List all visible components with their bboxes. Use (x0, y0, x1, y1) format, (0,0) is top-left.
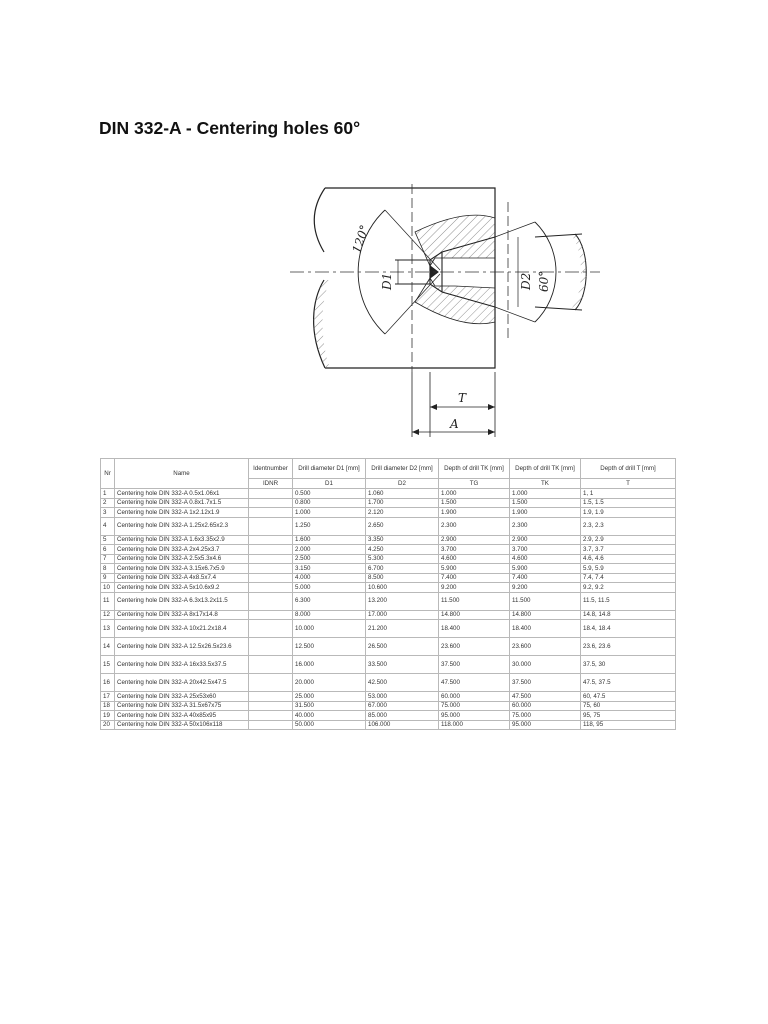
table-row (101, 554, 676, 564)
cell-d1: 1.600 (293, 535, 366, 545)
cell-tk: 9.200 (510, 583, 581, 593)
cell-d2: 1.060 (366, 489, 439, 499)
cell-t: 4.6, 4.6 (581, 554, 676, 564)
cell-tk: 1.500 (510, 498, 581, 508)
cell-nr: 18 (101, 701, 115, 711)
cell-ident (249, 592, 293, 610)
cell-nr: 20 (101, 720, 115, 730)
table-row (101, 535, 676, 545)
cell-name: Centering hole DIN 332-A 6.3x13.2x11.5 (115, 592, 249, 610)
table-row (101, 489, 676, 499)
cell-t: 11.5, 11.5 (581, 592, 676, 610)
cell-d2: 10.600 (366, 583, 439, 593)
header-t: Depth of drill T [mm] (581, 459, 676, 479)
cell-ident (249, 620, 293, 638)
label-angle-60: 60° (537, 270, 551, 292)
cell-tk: 5.900 (510, 564, 581, 574)
cell-name: Centering hole DIN 332-A 2x4.25x3.7 (115, 545, 249, 555)
dimension-t (430, 391, 495, 410)
cell-ident (249, 554, 293, 564)
table-row (101, 620, 676, 638)
cell-tk: 47.500 (510, 692, 581, 702)
cell-t: 95, 75 (581, 711, 676, 721)
cell-tk: 2.300 (510, 517, 581, 535)
cell-nr: 15 (101, 656, 115, 674)
cell-tk: 1.000 (510, 489, 581, 499)
cell-t: 23.6, 23.6 (581, 638, 676, 656)
cell-tg: 95.000 (439, 711, 510, 721)
cell-ident (249, 610, 293, 620)
cell-d2: 13.200 (366, 592, 439, 610)
cell-t: 3.7, 3.7 (581, 545, 676, 555)
cell-d2: 8.500 (366, 573, 439, 583)
cell-tg: 11.500 (439, 592, 510, 610)
cell-d1: 40.000 (293, 711, 366, 721)
cell-d2: 106.000 (366, 720, 439, 730)
table-header-row (101, 459, 676, 479)
table-row (101, 592, 676, 610)
cell-t: 1, 1 (581, 489, 676, 499)
header-nr: Nr (101, 459, 115, 489)
cell-name: Centering hole DIN 332-A 25x53x60 (115, 692, 249, 702)
cell-name: Centering hole DIN 332-A 3.15x6.7x5.9 (115, 564, 249, 574)
cell-d1: 31.500 (293, 701, 366, 711)
centering-hole-drawing (290, 182, 600, 442)
cell-ident (249, 564, 293, 574)
cell-nr: 5 (101, 535, 115, 545)
cell-ident (249, 701, 293, 711)
cell-t: 14.8, 14.8 (581, 610, 676, 620)
cell-nr: 8 (101, 564, 115, 574)
cell-ident (249, 638, 293, 656)
cell-nr: 9 (101, 573, 115, 583)
cell-nr: 3 (101, 508, 115, 518)
cell-d1: 50.000 (293, 720, 366, 730)
cell-t: 47.5, 37.5 (581, 674, 676, 692)
cell-d1: 5.000 (293, 583, 366, 593)
cell-tg: 4.600 (439, 554, 510, 564)
cell-tg: 2.300 (439, 517, 510, 535)
cell-d1: 12.500 (293, 638, 366, 656)
cell-t: 2.9, 2.9 (581, 535, 676, 545)
subheader-tk: TK (510, 479, 581, 489)
cell-tg: 5.900 (439, 564, 510, 574)
cell-ident (249, 674, 293, 692)
cell-t: 1.5, 1.5 (581, 498, 676, 508)
label-angle-120: 120° (349, 223, 372, 255)
cell-tk: 95.000 (510, 720, 581, 730)
cell-tk: 2.900 (510, 535, 581, 545)
cell-d1: 0.800 (293, 498, 366, 508)
cell-d2: 17.000 (366, 610, 439, 620)
cell-name: Centering hole DIN 332-A 2.5x5.3x4.6 (115, 554, 249, 564)
cell-t: 60, 47.5 (581, 692, 676, 702)
cell-ident (249, 711, 293, 721)
cell-ident (249, 545, 293, 555)
cell-tk: 23.600 (510, 638, 581, 656)
cell-d1: 2.500 (293, 554, 366, 564)
cell-d1: 1.250 (293, 517, 366, 535)
cell-nr: 4 (101, 517, 115, 535)
cell-tk: 3.700 (510, 545, 581, 555)
cell-ident (249, 489, 293, 499)
cell-t: 2.3, 2.3 (581, 517, 676, 535)
table-row (101, 711, 676, 721)
cell-ident (249, 508, 293, 518)
cell-tg: 14.800 (439, 610, 510, 620)
cell-d2: 53.000 (366, 692, 439, 702)
header-d2: Drill diameter D2 [mm] (366, 459, 439, 479)
cell-d2: 2.120 (366, 508, 439, 518)
cell-nr: 7 (101, 554, 115, 564)
table-row (101, 638, 676, 656)
table-row (101, 517, 676, 535)
header-tk: Depth of drill TK [mm] (510, 459, 581, 479)
left-section-hatch (314, 280, 330, 368)
cell-tg: 1.900 (439, 508, 510, 518)
cell-tg: 23.600 (439, 638, 510, 656)
cell-tk: 75.000 (510, 711, 581, 721)
cell-tg: 1.500 (439, 498, 510, 508)
subheader-ident: IDNR (249, 479, 293, 489)
cell-d2: 5.300 (366, 554, 439, 564)
subheader-d1: D1 (293, 479, 366, 489)
label-d1: D1 (380, 272, 394, 290)
cell-d1: 3.150 (293, 564, 366, 574)
cell-tk: 60.000 (510, 701, 581, 711)
cell-nr: 1 (101, 489, 115, 499)
cell-ident (249, 573, 293, 583)
cell-ident (249, 583, 293, 593)
table-row (101, 720, 676, 730)
header-name: Name (115, 459, 249, 489)
cell-t: 18.4, 18.4 (581, 620, 676, 638)
cell-tg: 2.900 (439, 535, 510, 545)
cell-tk: 14.800 (510, 610, 581, 620)
cell-nr: 12 (101, 610, 115, 620)
cell-nr: 16 (101, 674, 115, 692)
subheader-d2: D2 (366, 479, 439, 489)
cell-tk: 30.000 (510, 656, 581, 674)
cell-ident (249, 498, 293, 508)
cell-d1: 20.000 (293, 674, 366, 692)
cell-d1: 6.300 (293, 592, 366, 610)
table-row (101, 656, 676, 674)
cell-nr: 2 (101, 498, 115, 508)
cell-nr: 19 (101, 711, 115, 721)
cell-d1: 4.000 (293, 573, 366, 583)
cell-d2: 4.250 (366, 545, 439, 555)
cell-tg: 75.000 (439, 701, 510, 711)
cell-name: Centering hole DIN 332-A 12.5x26.5x23.6 (115, 638, 249, 656)
cell-name: Centering hole DIN 332-A 40x85x95 (115, 711, 249, 721)
cell-d1: 8.000 (293, 610, 366, 620)
cell-tk: 7.400 (510, 573, 581, 583)
table-row (101, 674, 676, 692)
cell-tg: 37.500 (439, 656, 510, 674)
cell-d1: 10.000 (293, 620, 366, 638)
header-ident: Identnumber (249, 459, 293, 479)
cell-tg: 60.000 (439, 692, 510, 702)
cell-d1: 25.000 (293, 692, 366, 702)
subheader-tg: TG (439, 479, 510, 489)
table-row (101, 610, 676, 620)
page-title: DIN 332-A - Centering holes 60° (99, 118, 361, 138)
din332a-dimension-table (100, 458, 676, 730)
cell-name: Centering hole DIN 332-A 1.25x2.65x2.3 (115, 517, 249, 535)
cell-tk: 1.900 (510, 508, 581, 518)
cell-name: Centering hole DIN 332-A 8x17x14.8 (115, 610, 249, 620)
cell-name: Centering hole DIN 332-A 0.8x1.7x1.5 (115, 498, 249, 508)
cell-ident (249, 656, 293, 674)
cell-d2: 33.500 (366, 656, 439, 674)
cell-tg: 9.200 (439, 583, 510, 593)
cell-nr: 11 (101, 592, 115, 610)
table-row (101, 498, 676, 508)
cell-t: 118, 95 (581, 720, 676, 730)
header-tg: Depth of drill TK [mm] (439, 459, 510, 479)
cell-d1: 2.000 (293, 545, 366, 555)
cell-tg: 18.400 (439, 620, 510, 638)
cell-tk: 18.400 (510, 620, 581, 638)
label-a: A (450, 417, 459, 431)
cell-d2: 6.700 (366, 564, 439, 574)
dimension-a (412, 417, 495, 435)
cell-name: Centering hole DIN 332-A 16x33.5x37.5 (115, 656, 249, 674)
table-row (101, 583, 676, 593)
cell-t: 9.2, 9.2 (581, 583, 676, 593)
table-row (101, 508, 676, 518)
cell-t: 37.5, 30 (581, 656, 676, 674)
table-row (101, 573, 676, 583)
cell-d2: 85.000 (366, 711, 439, 721)
cell-t: 75, 60 (581, 701, 676, 711)
header-d1: Drill diameter D1 [mm] (293, 459, 366, 479)
cell-tg: 3.700 (439, 545, 510, 555)
cell-name: Centering hole DIN 332-A 50x106x118 (115, 720, 249, 730)
cell-d2: 1.700 (366, 498, 439, 508)
cell-nr: 17 (101, 692, 115, 702)
cell-ident (249, 720, 293, 730)
technical-drawing-svg (290, 182, 600, 442)
cell-d2: 26.500 (366, 638, 439, 656)
cell-d1: 0.500 (293, 489, 366, 499)
cell-t: 5.9, 5.9 (581, 564, 676, 574)
cell-d1: 16.000 (293, 656, 366, 674)
subheader-t: T (581, 479, 676, 489)
cell-t: 1.9, 1.9 (581, 508, 676, 518)
cell-d2: 42.500 (366, 674, 439, 692)
cell-ident (249, 535, 293, 545)
cell-name: Centering hole DIN 332-A 10x21.2x18.4 (115, 620, 249, 638)
cell-d2: 2.650 (366, 517, 439, 535)
cell-ident (249, 692, 293, 702)
table-row (101, 701, 676, 711)
cell-tg: 47.500 (439, 674, 510, 692)
cell-name: Centering hole DIN 332-A 0.5x1.06x1 (115, 489, 249, 499)
cell-t: 7.4, 7.4 (581, 573, 676, 583)
cell-tk: 37.500 (510, 674, 581, 692)
cell-d2: 21.200 (366, 620, 439, 638)
table-body (101, 489, 676, 730)
table-row (101, 545, 676, 555)
cell-name: Centering hole DIN 332-A 4x8.5x7.4 (115, 573, 249, 583)
cell-nr: 6 (101, 545, 115, 555)
cell-tk: 4.600 (510, 554, 581, 564)
cell-nr: 14 (101, 638, 115, 656)
cell-name: Centering hole DIN 332-A 1x2.12x1.9 (115, 508, 249, 518)
cell-tg: 7.400 (439, 573, 510, 583)
table-row (101, 692, 676, 702)
cell-tk: 11.500 (510, 592, 581, 610)
cell-tg: 118.000 (439, 720, 510, 730)
table-row (101, 564, 676, 574)
cell-name: Centering hole DIN 332-A 31.5x67x75 (115, 701, 249, 711)
label-d2: D2 (519, 272, 533, 290)
cell-d2: 3.350 (366, 535, 439, 545)
cell-tg: 1.000 (439, 489, 510, 499)
cell-name: Centering hole DIN 332-A 1.6x3.35x2.9 (115, 535, 249, 545)
cell-ident (249, 517, 293, 535)
cell-name: Centering hole DIN 332-A 20x42.5x47.5 (115, 674, 249, 692)
cell-d1: 1.000 (293, 508, 366, 518)
cell-d2: 67.000 (366, 701, 439, 711)
workpiece-outline (314, 188, 495, 368)
cell-nr: 10 (101, 583, 115, 593)
cell-nr: 13 (101, 620, 115, 638)
section-hatch (415, 215, 495, 324)
cell-name: Centering hole DIN 332-A 5x10.6x9.2 (115, 583, 249, 593)
label-t: T (458, 391, 467, 405)
